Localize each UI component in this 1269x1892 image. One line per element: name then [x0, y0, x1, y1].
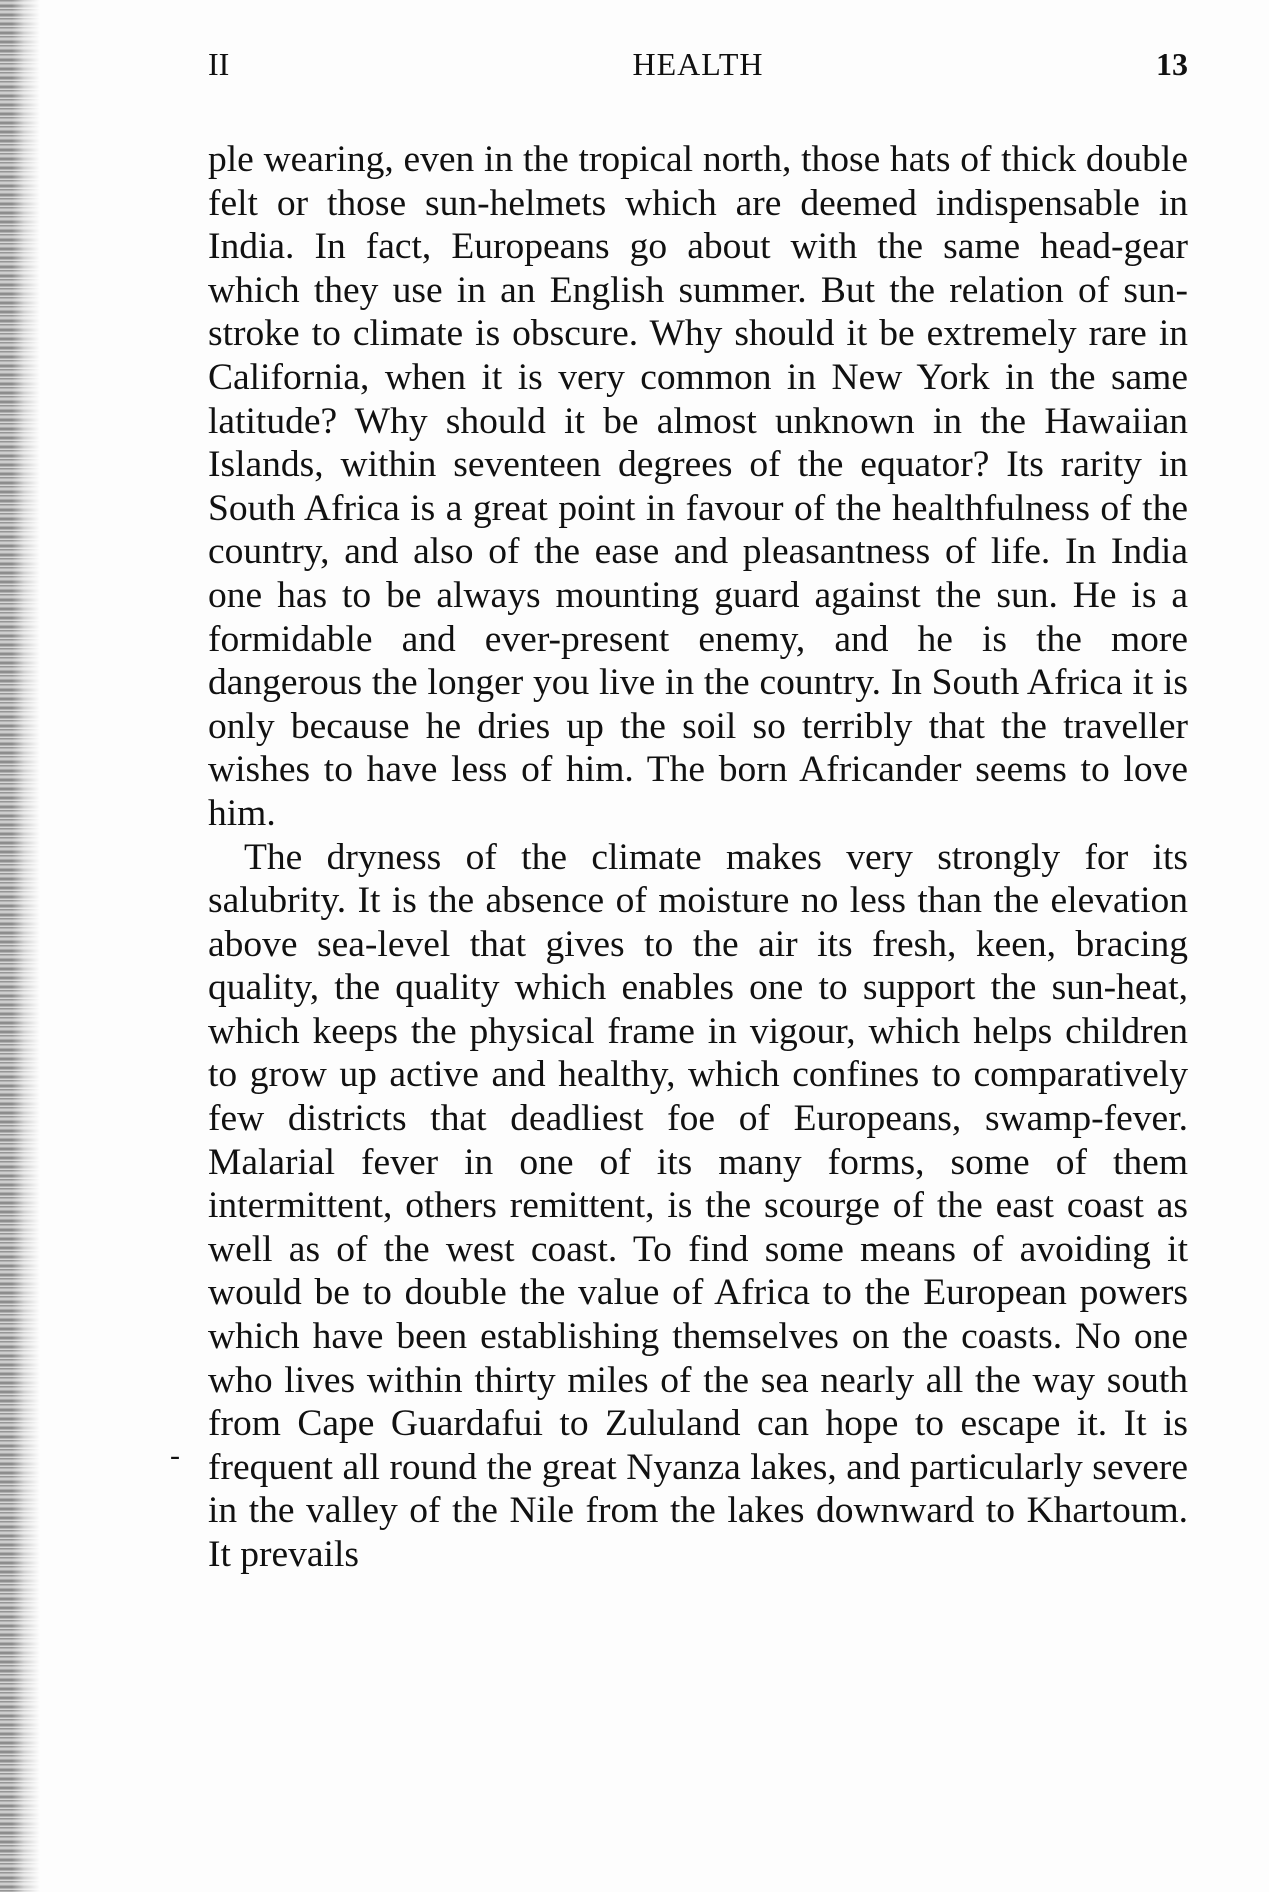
page-number: 13: [1156, 46, 1188, 82]
chapter-number: II: [208, 46, 230, 82]
page-header: [208, 46, 1188, 86]
paragraph: ple wearing, even in the tropical north, those hats of thick double felt or those sun-helmets which are deemed indispensable in India. In fact, Europeans go about with the same head-gear which they use in an English summer. But the relation of sun-stroke to climate is obscure. Why should it be extremely rare in California, when it is very common in New York in the same latitude? Why should it be almost unknown in the Hawaiian Islands, within seventeen degrees of the equator? Its rarity in South Africa is a great point in favour of the healthfulness of the country, and also of the ease and pleasantness of life. In India one has to be always mounting guard against the sun. He is a formidable and ever-present enemy, and he is the more dangerous the longer you live in the country. In South Africa it is only because he dries up the soil so terribly that the traveller wishes to have less of him. The born Africander seems to love him.: [208, 139, 1188, 834]
paragraph: The dryness of the climate makes very strongly for its salubrity. It is the absence of moisture no less than the elevation above sea-level that gives to the air its fresh, keen, bracing quality, the quality which enables one to support the sun-heat, which keeps the physical frame in vigour, which helps children to grow up active and healthy, which confines to comparatively few districts that deadliest foe of Europeans, swamp-fever. Malarial fever in one of its many forms, some of them intermittent, others remittent, is the scourge of the east coast as well as of the west coast. To find some means of avoiding it would be to double the value of Africa to the European powers which have been establishing themselves on the coasts. No one who lives within thirty miles of the sea nearly all the way south from Cape Guardafui to Zululand can hope to escape it. It is frequent all round the great Nyanza lakes, and particularly severe in the valley of the Nile from the lakes downward to Khartoum. It prevails: [208, 836, 1188, 1575]
margin-mark: -: [170, 1439, 180, 1472]
running-title: HEALTH: [632, 46, 764, 82]
page-body: [208, 138, 1188, 1577]
binding-gutter-shadow: [0, 0, 40, 1892]
